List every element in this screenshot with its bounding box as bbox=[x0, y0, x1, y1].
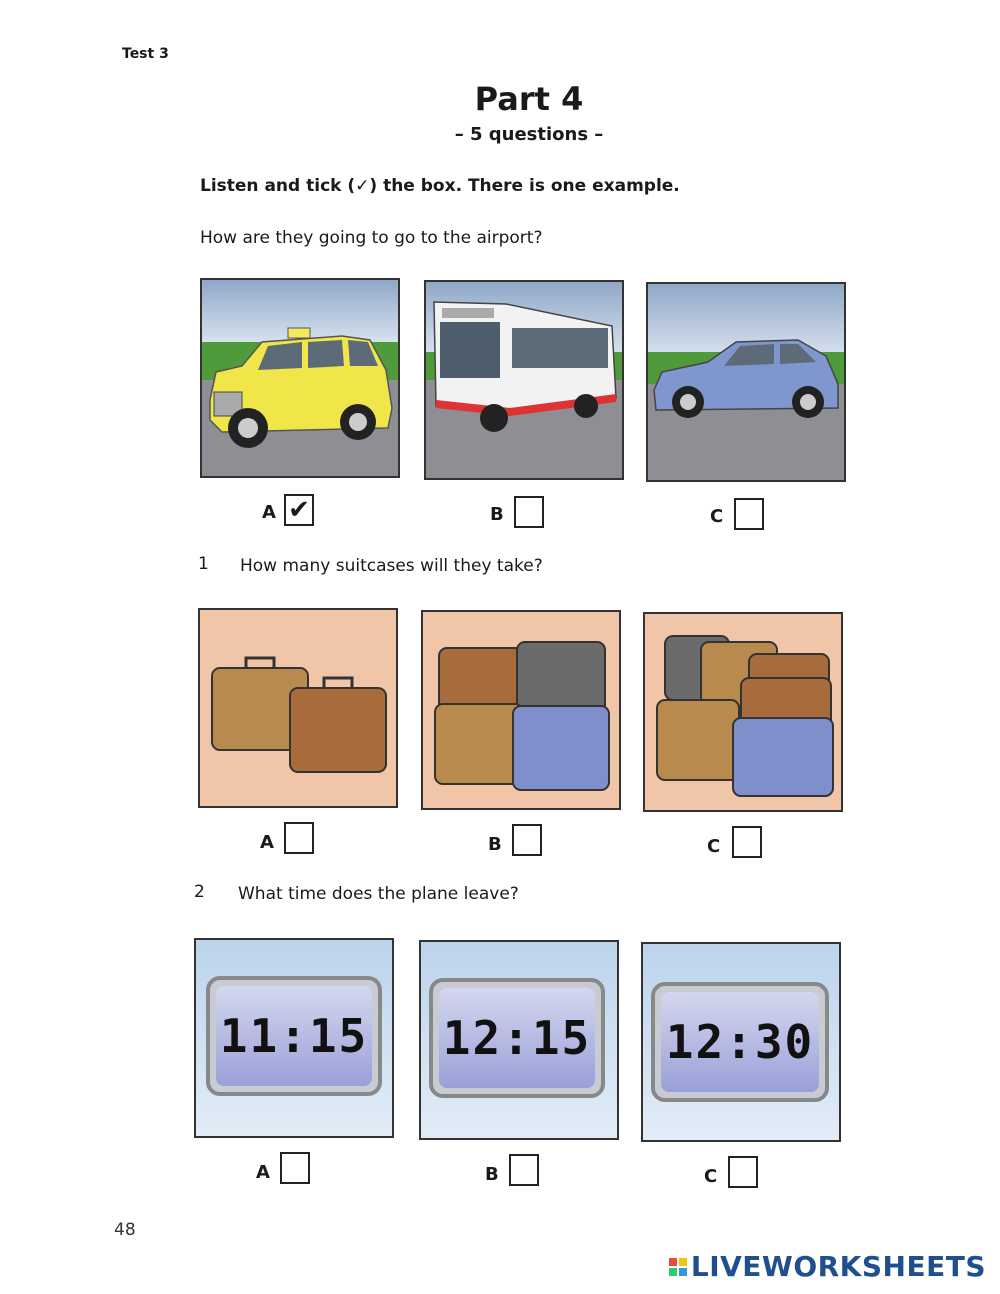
example-option-b-checkbox[interactable] bbox=[514, 496, 544, 528]
question-1-option-b-checkbox[interactable] bbox=[512, 824, 542, 856]
question-2-option-a-label: A bbox=[256, 1162, 270, 1183]
bus-picture bbox=[424, 280, 624, 480]
clock-display-c: 12:30 bbox=[661, 992, 819, 1092]
two-suitcases-picture bbox=[198, 608, 398, 808]
question-1-text: How many suitcases will they take? bbox=[240, 556, 543, 576]
clock-picture-c bbox=[641, 942, 841, 1142]
question-2-number: 2 bbox=[194, 882, 205, 902]
liveworksheets-logo[interactable] bbox=[669, 1250, 986, 1283]
example-option-a-checkbox[interactable]: ✔ bbox=[284, 494, 314, 526]
clock-display-a: 11:15 bbox=[216, 986, 372, 1086]
question-1-option-c-label: C bbox=[707, 836, 721, 857]
page-number: 48 bbox=[114, 1220, 136, 1240]
part-title: Part 4 bbox=[474, 80, 584, 118]
clock-picture-a bbox=[194, 938, 394, 1138]
example-question-text: How are they going to go to the airport? bbox=[200, 228, 543, 248]
example-option-b-label: B bbox=[490, 504, 504, 525]
example-option-c-label: C bbox=[710, 506, 724, 527]
six-suitcases-picture bbox=[643, 612, 843, 812]
question-2-option-c-label: C bbox=[704, 1166, 718, 1187]
brand-name: LIVEWORKSHEETS bbox=[690, 1250, 986, 1283]
clock-picture-b bbox=[419, 940, 619, 1140]
clock-display-b: 12:15 bbox=[439, 988, 595, 1088]
question-1-option-a-checkbox[interactable] bbox=[284, 822, 314, 854]
example-option-a-label: A bbox=[262, 502, 276, 523]
part-subtitle: – 5 questions – bbox=[454, 124, 604, 145]
question-2-option-b-label: B bbox=[485, 1164, 499, 1185]
taxi-picture bbox=[200, 278, 400, 478]
question-1-option-a-label: A bbox=[260, 832, 274, 853]
question-2-option-b-checkbox[interactable] bbox=[509, 1154, 539, 1186]
question-1-option-b-label: B bbox=[488, 834, 502, 855]
question-1-number: 1 bbox=[198, 554, 209, 574]
example-option-c-checkbox[interactable] bbox=[734, 498, 764, 530]
question-2-text: What time does the plane leave? bbox=[238, 884, 519, 904]
four-suitcases-picture bbox=[421, 610, 621, 810]
liveworksheets-grid-icon bbox=[669, 1258, 687, 1276]
question-1-option-c-checkbox[interactable] bbox=[732, 826, 762, 858]
test-label: Test 3 bbox=[122, 46, 169, 62]
question-2-option-a-checkbox[interactable] bbox=[280, 1152, 310, 1184]
car-picture bbox=[646, 282, 846, 482]
instruction-text: Listen and tick (✓) the box. There is one example. bbox=[200, 176, 680, 196]
question-2-option-c-checkbox[interactable] bbox=[728, 1156, 758, 1188]
